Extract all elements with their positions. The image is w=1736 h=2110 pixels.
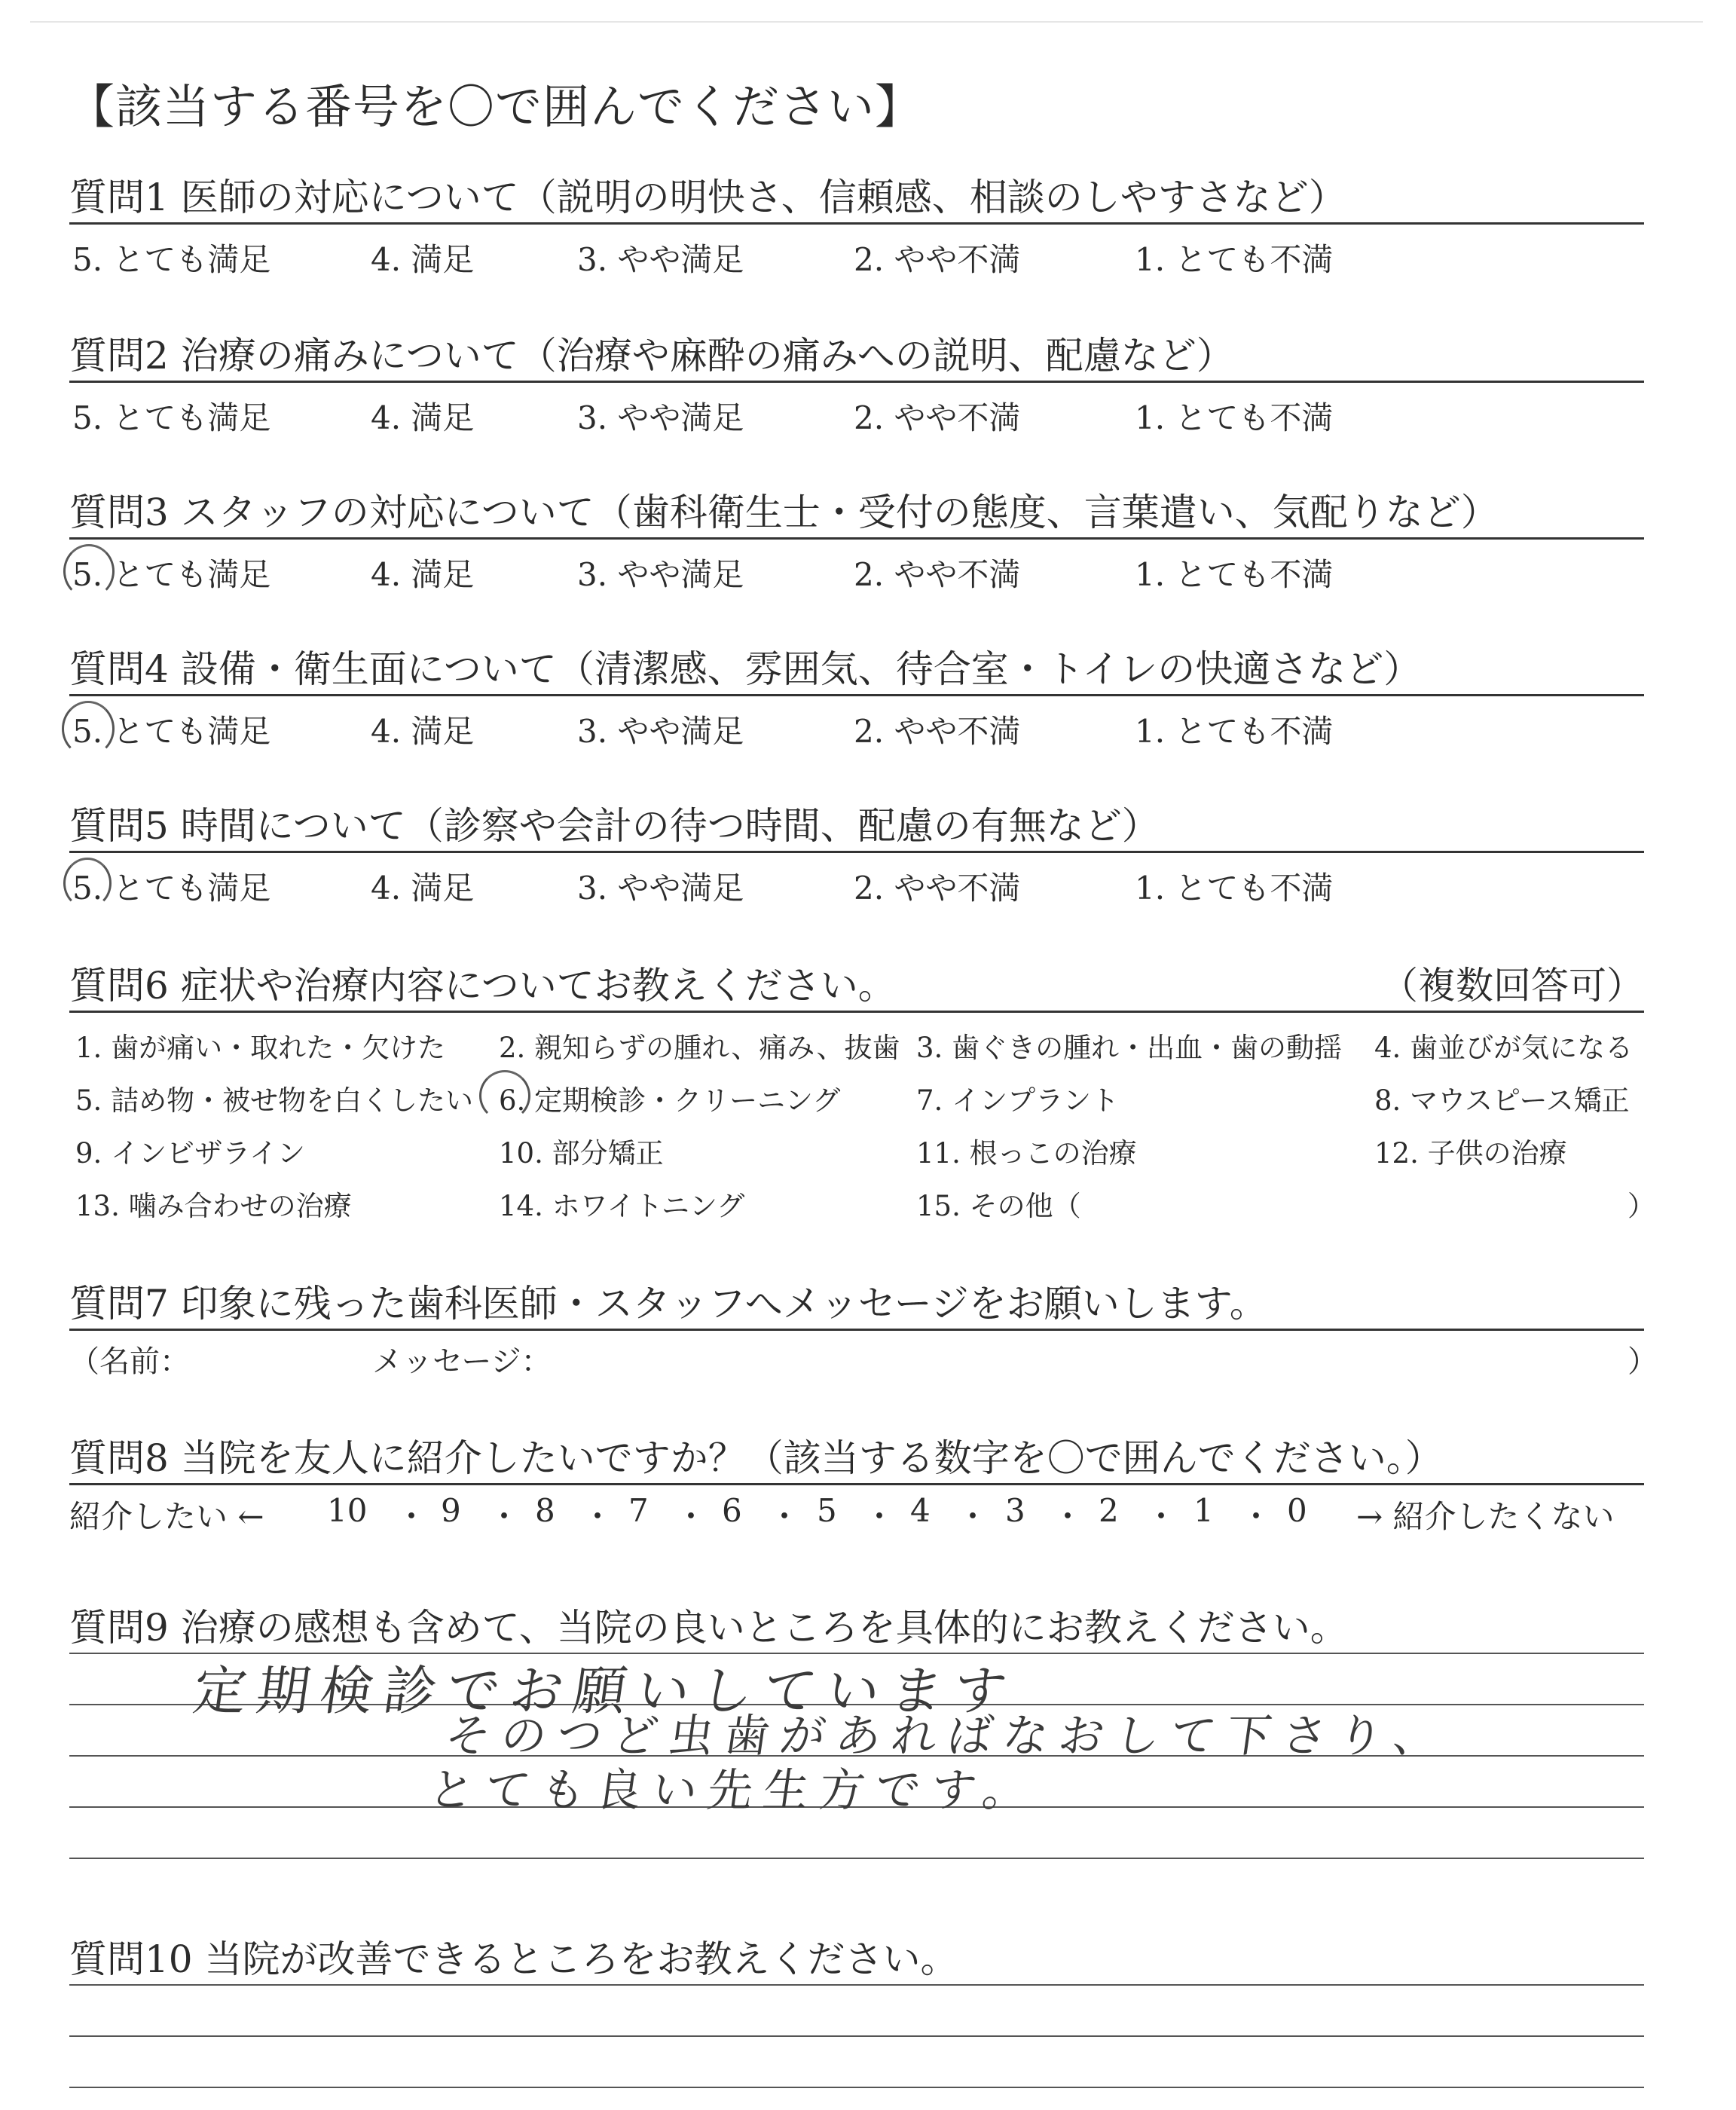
q9-handwritten-line-3: とても良い先生方です。 bbox=[425, 1764, 1043, 1817]
q8-rule bbox=[69, 1483, 1644, 1485]
q6-item-8[interactable]: 8. マウスピース矯正 bbox=[1374, 1084, 1630, 1117]
q9-handwritten-line-2: そのつど虫歯があればなおして下さり、 bbox=[442, 1710, 1453, 1763]
q9-answer-line bbox=[69, 1858, 1644, 1859]
q8-left-label: 紹介したい ← bbox=[69, 1498, 264, 1535]
q8-score-0[interactable]: 0 bbox=[1287, 1492, 1307, 1529]
q5-option-2[interactable]: 2. やや不満 bbox=[854, 870, 1021, 907]
q8-score-4[interactable]: 4 bbox=[910, 1492, 931, 1529]
q8-score-5[interactable]: 5 bbox=[817, 1492, 837, 1529]
q7-close-paren: ） bbox=[1628, 1344, 1658, 1379]
q8-separator: ・ bbox=[488, 1498, 521, 1535]
q8-score-10[interactable]: 10 bbox=[327, 1492, 368, 1529]
q8-separator: ・ bbox=[1145, 1498, 1178, 1535]
q1-option-3[interactable]: 3. やや満足 bbox=[577, 241, 744, 278]
q10-title: 質問10 当院が改善できるところをお教えください。 bbox=[69, 1937, 958, 1981]
q6-item-9[interactable]: 9. インビザライン bbox=[75, 1137, 305, 1170]
q3-option-3[interactable]: 3. やや満足 bbox=[577, 556, 744, 593]
q6-item-12[interactable]: 12. 子供の治療 bbox=[1374, 1137, 1567, 1170]
q5-option-1[interactable]: 1. とても不満 bbox=[1135, 870, 1334, 907]
q6-item-3[interactable]: 3. 歯ぐきの腫れ・出血・歯の動揺 bbox=[916, 1032, 1343, 1064]
q10-answer-line bbox=[69, 1984, 1644, 1986]
q8-score-3[interactable]: 3 bbox=[1005, 1492, 1025, 1529]
q8-score-9[interactable]: 9 bbox=[441, 1492, 461, 1529]
q8-separator: ・ bbox=[863, 1498, 896, 1535]
q1-option-4[interactable]: 4. 満足 bbox=[371, 241, 475, 278]
q8-separator: ・ bbox=[675, 1498, 708, 1535]
q8-score-6[interactable]: 6 bbox=[722, 1492, 742, 1529]
q6-item-2[interactable]: 2. 親知らずの腫れ、痛み、抜歯 bbox=[499, 1032, 900, 1064]
q3-title: 質問3 スタッフの対応について（歯科衛生士・受付の態度、言葉遣い、気配りなど） bbox=[69, 491, 1499, 534]
q2-option-1[interactable]: 1. とても不満 bbox=[1135, 399, 1334, 436]
q3-rule bbox=[69, 537, 1644, 540]
q6-multiple-answer-note: （複数回答可） bbox=[1380, 964, 1644, 1008]
q2-option-3[interactable]: 3. やや満足 bbox=[577, 399, 744, 436]
q4-option-4[interactable]: 4. 満足 bbox=[371, 713, 475, 750]
q8-score-7[interactable]: 7 bbox=[628, 1492, 649, 1529]
q8-separator: ・ bbox=[1052, 1498, 1084, 1535]
q6-title: 質問6 症状や治療内容についてお教えください。 bbox=[69, 964, 896, 1008]
q5-option-3[interactable]: 3. やや満足 bbox=[577, 870, 744, 907]
q2-option-2[interactable]: 2. やや不満 bbox=[854, 399, 1021, 436]
q2-option-4[interactable]: 4. 満足 bbox=[371, 399, 475, 436]
q5-option-5[interactable]: 5. とても満足 bbox=[72, 870, 271, 907]
q2-rule bbox=[69, 381, 1644, 383]
q8-separator: ・ bbox=[769, 1498, 801, 1535]
page-top-border bbox=[30, 21, 1703, 23]
q1-option-2[interactable]: 2. やや不満 bbox=[854, 241, 1021, 278]
q6-item-11[interactable]: 11. 根っこの治療 bbox=[916, 1137, 1137, 1170]
q5-rule bbox=[69, 851, 1644, 853]
q7-rule bbox=[69, 1329, 1644, 1331]
q3-option-2[interactable]: 2. やや不満 bbox=[854, 556, 1021, 593]
q1-option-1[interactable]: 1. とても不満 bbox=[1135, 241, 1334, 278]
q6-item-7[interactable]: 7. インプラント bbox=[916, 1084, 1120, 1117]
q8-separator: ・ bbox=[582, 1498, 614, 1535]
q10-answer-line bbox=[69, 2035, 1644, 2037]
q5-title: 質問5 時間について（診察や会計の待つ時間、配慮の有無など） bbox=[69, 804, 1160, 848]
q4-option-2[interactable]: 2. やや不満 bbox=[854, 713, 1021, 750]
q4-rule bbox=[69, 694, 1644, 696]
q4-option-3[interactable]: 3. やや満足 bbox=[577, 713, 744, 750]
q4-option-1[interactable]: 1. とても不満 bbox=[1135, 713, 1334, 750]
q8-score-8[interactable]: 8 bbox=[535, 1492, 555, 1529]
q7-title: 質問7 印象に残った歯科医師・スタッフへメッセージをお願いします。 bbox=[69, 1282, 1267, 1326]
q4-title: 質問4 設備・衛生面について（清潔感、雰囲気、待合室・トイレの快適さなど） bbox=[69, 647, 1422, 691]
q8-separator: ・ bbox=[957, 1498, 989, 1535]
q6-item-15[interactable]: 15. その他（ bbox=[916, 1190, 1081, 1222]
q6-item-13[interactable]: 13. 噛み合わせの治療 bbox=[75, 1190, 352, 1222]
q8-score-1[interactable]: 1 bbox=[1194, 1492, 1214, 1529]
q3-option-4[interactable]: 4. 満足 bbox=[371, 556, 475, 593]
q8-right-label: → 紹介したくない bbox=[1356, 1498, 1615, 1535]
q2-option-5[interactable]: 5. とても満足 bbox=[72, 399, 271, 436]
q1-option-5[interactable]: 5. とても満足 bbox=[72, 241, 271, 278]
q7-name-label: （名前： bbox=[69, 1344, 190, 1379]
q1-rule bbox=[69, 222, 1644, 225]
q10-answer-line bbox=[69, 2087, 1644, 2088]
q2-title: 質問2 治療の痛みについて（治療や麻酔の痛みへの説明、配慮など） bbox=[69, 334, 1234, 378]
q8-separator: ・ bbox=[1240, 1498, 1273, 1535]
q6-item-10[interactable]: 10. 部分矯正 bbox=[499, 1137, 664, 1170]
q6-other-close-paren: ） bbox=[1628, 1190, 1655, 1222]
q3-option-1[interactable]: 1. とても不満 bbox=[1135, 556, 1334, 593]
q1-title: 質問1 医師の対応について（説明の明快さ、信頼感、相談のしやすさなど） bbox=[69, 176, 1346, 219]
q3-option-5[interactable]: 5. とても満足 bbox=[72, 556, 271, 593]
q7-message-label: メッセージ： bbox=[372, 1344, 552, 1379]
form-header: 【該当する番号を〇で囲んでください】 bbox=[68, 79, 923, 134]
q4-option-5[interactable]: 5. とても満足 bbox=[72, 713, 271, 750]
q8-separator: ・ bbox=[396, 1498, 428, 1535]
q8-title: 質問8 当院を友人に紹介したいですか？（該当する数字を〇で囲んでください。） bbox=[69, 1436, 1443, 1480]
q6-item-14[interactable]: 14. ホワイトニング bbox=[499, 1190, 745, 1222]
q6-rule bbox=[69, 1011, 1644, 1013]
q9-title: 質問9 治療の感想も含めて、当院の良いところを具体的にお教えください。 bbox=[69, 1606, 1348, 1650]
q6-item-1[interactable]: 1. 歯が痛い・取れた・欠けた bbox=[75, 1032, 446, 1064]
q9-handwritten-line-1: 定期検診でお願いしています bbox=[189, 1660, 1021, 1722]
q6-item-6[interactable]: 6. 定期検診・クリーニング bbox=[499, 1084, 841, 1117]
q6-item-5[interactable]: 5. 詰め物・被せ物を白くしたい bbox=[75, 1084, 474, 1117]
q6-item-4[interactable]: 4. 歯並びが気になる bbox=[1374, 1032, 1634, 1064]
q5-option-4[interactable]: 4. 満足 bbox=[371, 870, 475, 907]
q8-score-2[interactable]: 2 bbox=[1099, 1492, 1119, 1529]
